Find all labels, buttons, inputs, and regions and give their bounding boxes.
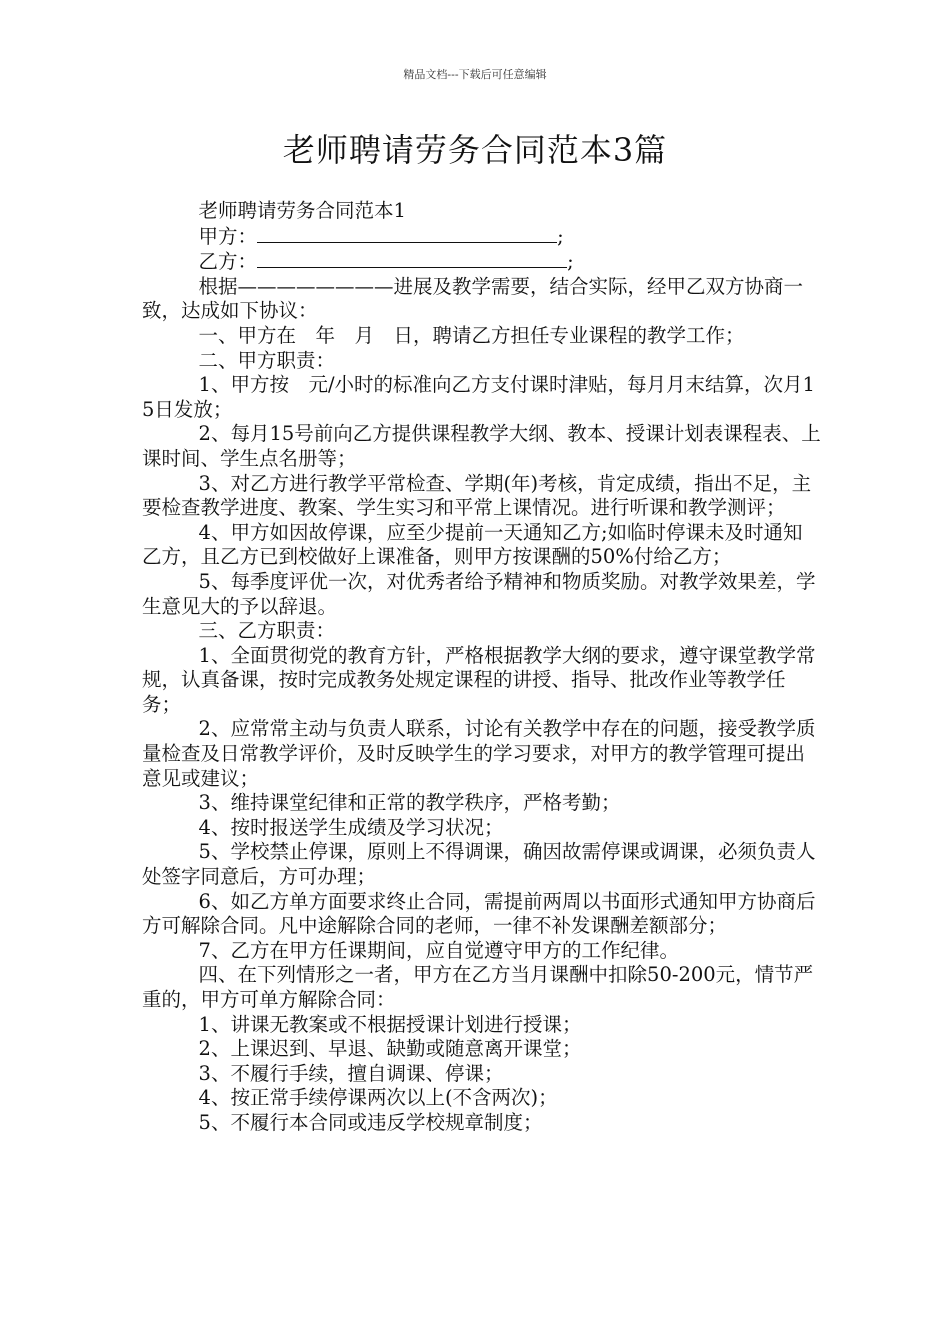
party-a-line <box>142 224 822 250</box>
paragraph: 根据————————进展及教学需要，结合实际，经甲乙双方协商一致，达成如下协议： <box>142 274 804 323</box>
paragraph: 2、每月15号前向乙方提供课程教学大纲、教本、授课计划表课程表、上课时间、学生点名册等； <box>142 422 821 470</box>
paragraph: 一、甲方在 年 月 日，聘请乙方担任专业课程的教学工作； <box>198 323 745 347</box>
paragraph: 5、不履行本合同或违反学校规章制度； <box>198 1110 543 1134</box>
paragraph: 5、学校禁止停课，原则上不得调课，确因故需停课或调课，必须负责人处签字同意后，方可办理； <box>142 840 816 889</box>
contract-subtitle: 老师聘请劳务合同范本1 <box>198 199 406 222</box>
party-b-line <box>142 249 822 275</box>
document-title: 老师聘请劳务合同范本3篇 <box>282 131 668 169</box>
section-heading: 四、在下列情形之一者，甲方在乙方当月课酬中扣除50-200元，情节严重的，甲方可单方解除合同： <box>142 963 814 1011</box>
party-b-suffix: ; <box>567 250 574 274</box>
party-b-blank <box>257 249 567 268</box>
section-heading: 三、乙方职责： <box>198 619 336 643</box>
party-a-label: 甲方： <box>198 224 258 248</box>
paragraph: 2、上课迟到、早退、缺勤或随意离开课堂； <box>198 1037 582 1061</box>
paragraph: 3、对乙方进行教学平常检查、学期(年)考核，肯定成绩，指出不足，主要检查教学进度、教案、学生实习和平常上课情况。进行听课和教学测评； <box>142 471 812 520</box>
party-a-suffix: ; <box>557 224 564 248</box>
document-body <box>142 199 822 1136</box>
party-b-label: 乙方： <box>198 250 258 274</box>
page-header: 精品文档---下载后可任意编辑 <box>403 68 547 81</box>
paragraph: 3、维持课堂纪律和正常的教学秩序，严格考勤； <box>198 791 621 815</box>
paragraph: 4、甲方如因故停课，应至少提前一天通知乙方;如临时停课未及时通知乙方，且乙方已到校做好上课准备，则甲方按课酬的50%付给乙方； <box>142 520 803 569</box>
paragraph: 7、乙方在甲方任课期间，应自觉遵守甲方的工作纪律。 <box>198 938 679 962</box>
paragraph: 3、不履行手续，擅自调课、停课； <box>198 1061 504 1085</box>
paragraph: 1、甲方按 元/小时的标准向乙方支付课时津贴，每月月末结算，次月15日发放； <box>142 373 815 421</box>
paragraph: 4、按正常手续停课两次以上(不含两次)； <box>198 1086 558 1110</box>
paragraph: 4、按时报送学生成绩及学习状况； <box>198 815 504 839</box>
paragraph: 5、每季度评优一次，对优秀者给予精神和物质奖励。对教学效果差，学生意见大的予以辞退。 <box>142 569 816 618</box>
section-heading: 二、甲方职责： <box>198 348 336 372</box>
party-a-blank <box>257 224 557 243</box>
paragraph: 1、全面贯彻党的教育方针，严格根据教学大纲的要求，遵守课堂教学常规，认真备课，按时完成教务处规定课程的讲授、指导、批改作业等教学任务； <box>142 643 816 716</box>
paragraph: 1、讲课无教案或不根据授课计划进行授课； <box>198 1012 582 1036</box>
paragraph: 6、如乙方单方面要求终止合同，需提前两周以书面形式通知甲方协商后方可解除合同。凡中途解除合同的老师，一律不补发课酬差额部分； <box>142 889 816 938</box>
paragraph: 2、应常常主动与负责人联系，讨论有关教学中存在的问题，接受教学质量检查及日常教学评价，及时反映学生的学习要求，对甲方的教学管理可提出意见或建议； <box>142 717 816 790</box>
